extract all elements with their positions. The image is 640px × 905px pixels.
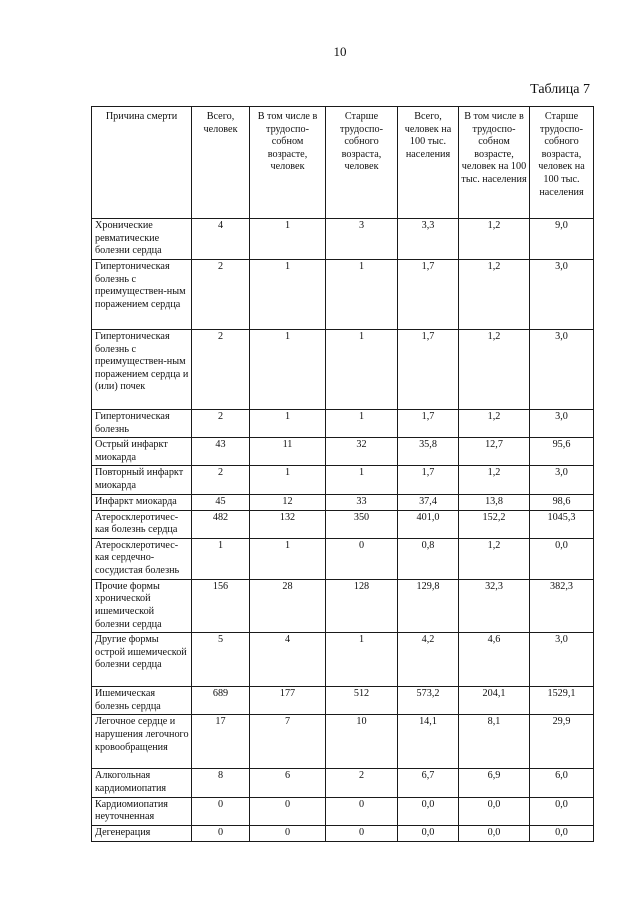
cell-value: 0 bbox=[250, 825, 326, 841]
cell-value: 4,6 bbox=[459, 633, 530, 687]
cell-value: 128 bbox=[326, 579, 398, 632]
cell-value: 0 bbox=[192, 797, 250, 825]
cell-cause: Атеросклеротичес-кая болезнь сердца bbox=[92, 510, 192, 538]
cell-value: 1045,3 bbox=[530, 510, 594, 538]
cell-value: 401,0 bbox=[398, 510, 459, 538]
cell-value: 11 bbox=[250, 438, 326, 466]
cell-value: 32,3 bbox=[459, 579, 530, 632]
column-header-working-age: В том числе в трудоспо-собном возрасте, человек bbox=[250, 107, 326, 219]
cell-value: 45 bbox=[192, 494, 250, 510]
cell-cause: Ишемическая болезнь сердца bbox=[92, 687, 192, 715]
cell-value: 3,0 bbox=[530, 633, 594, 687]
cell-value: 9,0 bbox=[530, 219, 594, 260]
cell-value: 573,2 bbox=[398, 687, 459, 715]
cell-value: 1,2 bbox=[459, 260, 530, 330]
cell-value: 4,2 bbox=[398, 633, 459, 687]
cell-value: 0 bbox=[326, 825, 398, 841]
cell-value: 2 bbox=[326, 769, 398, 797]
cell-value: 12,7 bbox=[459, 438, 530, 466]
column-header-total: Всего, человек bbox=[192, 107, 250, 219]
cell-cause: Гипертоническая болезнь bbox=[92, 410, 192, 438]
cell-value: 1,2 bbox=[459, 330, 530, 410]
cell-value: 0,0 bbox=[459, 825, 530, 841]
cell-cause: Другие формы острой ишемической болезни сердца bbox=[92, 633, 192, 687]
cell-cause: Острый инфаркт миокарда bbox=[92, 438, 192, 466]
cell-value: 512 bbox=[326, 687, 398, 715]
cell-value: 0,0 bbox=[459, 797, 530, 825]
cell-cause: Алкогольная кардиомиопатия bbox=[92, 769, 192, 797]
table-body bbox=[92, 219, 594, 842]
cell-value: 6,9 bbox=[459, 769, 530, 797]
cell-value: 1 bbox=[192, 538, 250, 579]
cell-value: 2 bbox=[192, 466, 250, 494]
cell-value: 156 bbox=[192, 579, 250, 632]
cell-value: 1,2 bbox=[459, 410, 530, 438]
cell-value: 3 bbox=[326, 219, 398, 260]
cell-value: 0,8 bbox=[398, 538, 459, 579]
cell-value: 3,0 bbox=[530, 330, 594, 410]
cell-value: 0 bbox=[192, 825, 250, 841]
cell-value: 2 bbox=[192, 410, 250, 438]
cell-value: 0,0 bbox=[530, 797, 594, 825]
cell-value: 43 bbox=[192, 438, 250, 466]
cell-value: 129,8 bbox=[398, 579, 459, 632]
cell-value: 33 bbox=[326, 494, 398, 510]
cell-value: 2 bbox=[192, 260, 250, 330]
cell-value: 0,0 bbox=[398, 825, 459, 841]
table-row bbox=[92, 633, 594, 687]
cell-cause: Гипертоническая болезнь с преимуществен-ным поражением сердца bbox=[92, 260, 192, 330]
cell-value: 2 bbox=[192, 330, 250, 410]
cell-value: 482 bbox=[192, 510, 250, 538]
table-row bbox=[92, 797, 594, 825]
cell-value: 1 bbox=[250, 538, 326, 579]
cell-value: 3,0 bbox=[530, 410, 594, 438]
cell-value: 0,0 bbox=[530, 825, 594, 841]
table-row bbox=[92, 538, 594, 579]
cell-value: 28 bbox=[250, 579, 326, 632]
cell-value: 1 bbox=[326, 260, 398, 330]
cell-value: 10 bbox=[326, 715, 398, 769]
cell-value: 6,7 bbox=[398, 769, 459, 797]
cell-value: 7 bbox=[250, 715, 326, 769]
cell-value: 8,1 bbox=[459, 715, 530, 769]
table-row bbox=[92, 687, 594, 715]
table-row bbox=[92, 510, 594, 538]
cell-value: 1 bbox=[326, 330, 398, 410]
cell-value: 0 bbox=[326, 538, 398, 579]
cell-value: 1 bbox=[250, 410, 326, 438]
column-header-over-working-age: Старше трудоспо-собного возраста, человек bbox=[326, 107, 398, 219]
cell-value: 1,2 bbox=[459, 466, 530, 494]
cell-cause: Дегенерация bbox=[92, 825, 192, 841]
table-caption: Таблица 7 bbox=[530, 82, 590, 97]
cell-value: 3,0 bbox=[530, 260, 594, 330]
cell-value: 8 bbox=[192, 769, 250, 797]
cell-value: 1,7 bbox=[398, 330, 459, 410]
cell-value: 95,6 bbox=[530, 438, 594, 466]
table-header-row bbox=[92, 107, 594, 219]
column-header-total-per-100k: Всего, человек на 100 тыс. населения bbox=[398, 107, 459, 219]
cell-value: 0,0 bbox=[530, 538, 594, 579]
cell-value: 0,0 bbox=[398, 797, 459, 825]
table-row bbox=[92, 579, 594, 632]
cell-value: 13,8 bbox=[459, 494, 530, 510]
table-row bbox=[92, 715, 594, 769]
cell-value: 1 bbox=[326, 466, 398, 494]
cell-value: 32 bbox=[326, 438, 398, 466]
table-row bbox=[92, 410, 594, 438]
cell-value: 17 bbox=[192, 715, 250, 769]
cell-value: 6,0 bbox=[530, 769, 594, 797]
table-row bbox=[92, 330, 594, 410]
cell-value: 29,9 bbox=[530, 715, 594, 769]
column-header-cause: Причина смерти bbox=[92, 107, 192, 219]
cell-value: 6 bbox=[250, 769, 326, 797]
cell-cause: Гипертоническая болезнь с преимуществен-ным поражением сердца и (или) почек bbox=[92, 330, 192, 410]
cell-value: 0 bbox=[250, 797, 326, 825]
table-row bbox=[92, 769, 594, 797]
table-row bbox=[92, 260, 594, 330]
table-row bbox=[92, 219, 594, 260]
cell-cause: Инфаркт миокарда bbox=[92, 494, 192, 510]
cell-value: 0 bbox=[326, 797, 398, 825]
cell-value: 1 bbox=[326, 633, 398, 687]
cell-value: 12 bbox=[250, 494, 326, 510]
cell-value: 4 bbox=[192, 219, 250, 260]
cell-cause: Хронические ревматические болезни сердца bbox=[92, 219, 192, 260]
table-row bbox=[92, 825, 594, 841]
cell-value: 1,2 bbox=[459, 219, 530, 260]
cell-cause: Атеросклеротичес-кая сердечно-сосудистая болезнь bbox=[92, 538, 192, 579]
mortality-table bbox=[91, 106, 594, 842]
cell-value: 1,7 bbox=[398, 260, 459, 330]
table-row bbox=[92, 466, 594, 494]
cell-value: 1529,1 bbox=[530, 687, 594, 715]
page-number: 10 bbox=[333, 44, 347, 59]
cell-value: 204,1 bbox=[459, 687, 530, 715]
cell-value: 1 bbox=[250, 219, 326, 260]
cell-value: 14,1 bbox=[398, 715, 459, 769]
cell-value: 1,2 bbox=[459, 538, 530, 579]
cell-value: 1 bbox=[250, 260, 326, 330]
cell-value: 98,6 bbox=[530, 494, 594, 510]
cell-value: 1,7 bbox=[398, 466, 459, 494]
cell-value: 1 bbox=[250, 466, 326, 494]
cell-cause: Кардиомиопатия неуточненная bbox=[92, 797, 192, 825]
cell-cause: Легочное сердце и нарушения легочного кровообращения bbox=[92, 715, 192, 769]
cell-value: 177 bbox=[250, 687, 326, 715]
cell-value: 152,2 bbox=[459, 510, 530, 538]
cell-value: 689 bbox=[192, 687, 250, 715]
cell-value: 37,4 bbox=[398, 494, 459, 510]
table-header bbox=[92, 107, 594, 219]
cell-value: 132 bbox=[250, 510, 326, 538]
cell-value: 3,0 bbox=[530, 466, 594, 494]
cell-value: 1 bbox=[250, 330, 326, 410]
table-row bbox=[92, 438, 594, 466]
table-row bbox=[92, 494, 594, 510]
cell-value: 382,3 bbox=[530, 579, 594, 632]
cell-value: 3,3 bbox=[398, 219, 459, 260]
cell-value: 35,8 bbox=[398, 438, 459, 466]
cell-value: 1 bbox=[326, 410, 398, 438]
cell-value: 350 bbox=[326, 510, 398, 538]
cell-value: 5 bbox=[192, 633, 250, 687]
cell-value: 4 bbox=[250, 633, 326, 687]
cell-cause: Прочие формы хронической ишемической болезни сердца bbox=[92, 579, 192, 632]
cell-value: 1,7 bbox=[398, 410, 459, 438]
column-header-over-working-age-per-100k: Старше трудоспо-собного возраста, человек на 100 тыс. населения bbox=[530, 107, 594, 219]
column-header-working-age-per-100k: В том числе в трудоспо-собном возрасте, человек на 100 тыс. населения bbox=[459, 107, 530, 219]
cell-cause: Повторный инфаркт миокарда bbox=[92, 466, 192, 494]
